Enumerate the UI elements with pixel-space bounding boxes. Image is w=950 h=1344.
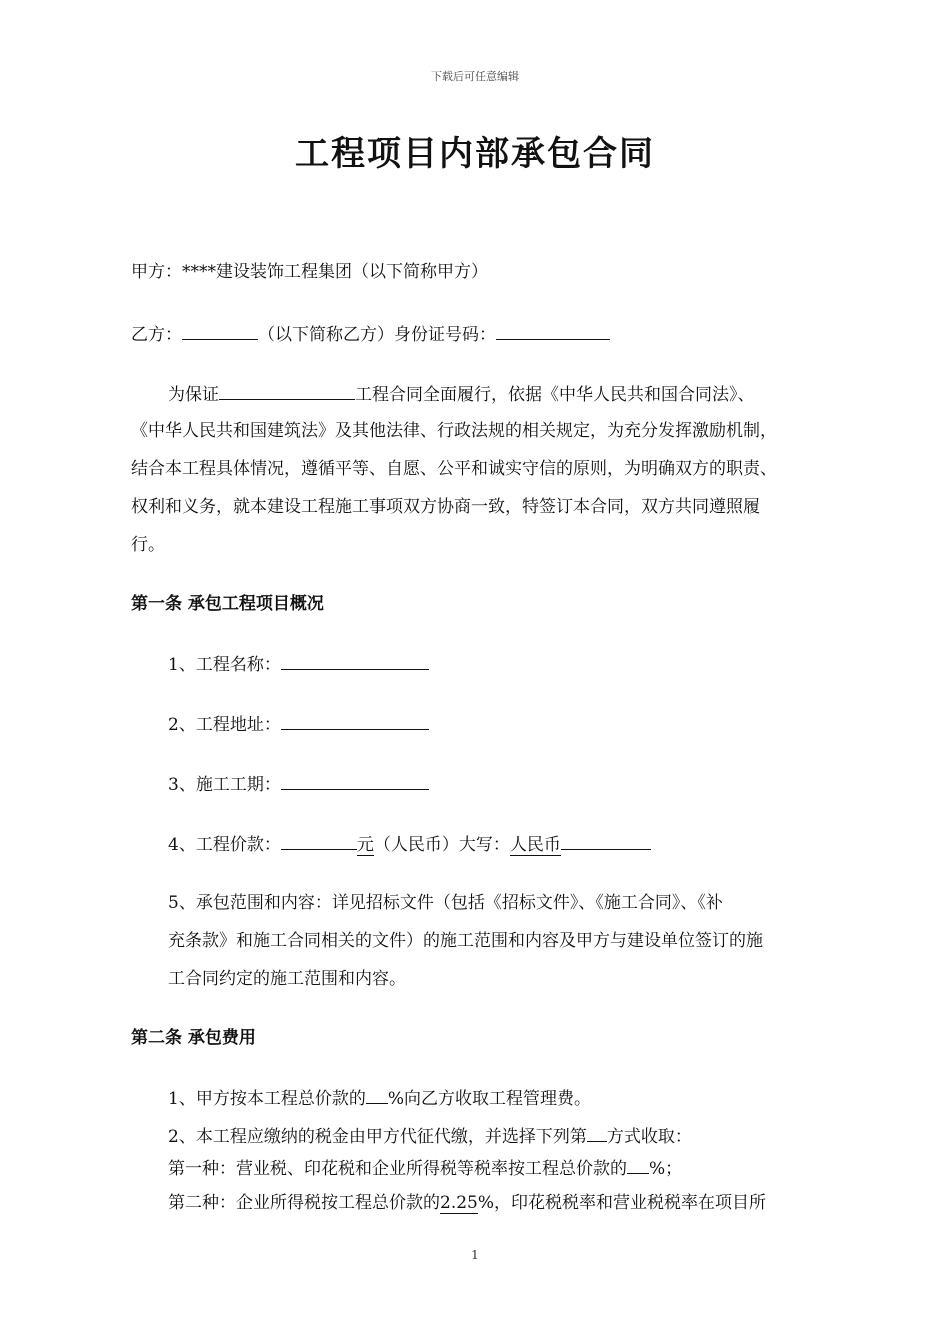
tax-option-1-text-end: %；	[649, 1159, 683, 1179]
management-fee-text-end: %向乙方收取工程管理费。	[387, 1089, 591, 1109]
project-name-field[interactable]	[281, 653, 429, 670]
party-b-name-blank[interactable]	[182, 323, 258, 340]
tax-method-text: 2、本工程应缴纳的税金由甲方代征代缴，并选择下列第	[168, 1127, 587, 1147]
tax-option-1	[168, 1157, 682, 1179]
party-b-line	[131, 323, 610, 345]
construction-period-field[interactable]	[281, 773, 429, 790]
tax-option-1-rate-field[interactable]	[627, 1157, 649, 1174]
project-name-blank[interactable]	[219, 383, 355, 400]
preamble-lead: 为保证	[168, 385, 219, 405]
preamble-line-3: 结合本工程具体情况，遵循平等、自愿、公平和诚实守信的原则，为明确双方的职责、	[131, 459, 777, 479]
preamble-line-1	[168, 383, 755, 405]
construction-period-label: 3、施工工期：	[168, 775, 281, 795]
management-fee-rate-field[interactable]	[366, 1087, 388, 1104]
document-title: 工程项目内部承包合同	[295, 134, 655, 174]
tax-method-choice-field[interactable]	[587, 1125, 607, 1142]
management-fee-text: 1、甲方按本工程总价款的	[168, 1089, 366, 1109]
price-unit: 元	[356, 835, 374, 855]
scope-line-2: 充条款》和施工合同相关的文件）的施工范围和内容及甲方与建设单位签订的施	[168, 931, 763, 951]
party-a-line: 甲方：****建设装饰工程集团（以下简称甲方）	[131, 262, 488, 282]
party-b-mid: （以下简称乙方）身份证号码：	[258, 325, 496, 345]
tax-option-2-text-end: %，印花税税率和营业税税率在项目所	[477, 1193, 767, 1213]
article-2-item-1	[168, 1087, 591, 1109]
scope-line-3: 工合同约定的施工范围和内容。	[168, 969, 406, 989]
article-2-heading: 第二条 承包费用	[131, 1028, 256, 1048]
tax-option-2	[168, 1193, 766, 1213]
article-1-heading: 第一条 承包工程项目概况	[131, 594, 324, 614]
income-tax-rate: 2.25	[440, 1193, 478, 1213]
page-number: 1	[471, 1248, 479, 1262]
preamble-line-5: 行。	[131, 535, 165, 555]
article-1-item-3	[168, 773, 429, 795]
party-b-label: 乙方：	[131, 325, 182, 345]
price-capital-label: （人民币）大写：	[373, 835, 510, 855]
tax-option-1-text: 第一种：营业税、印花税和企业所得税等税率按工程总价款的	[168, 1159, 627, 1179]
project-name-label: 1、工程名称：	[168, 655, 281, 675]
scope-line-1: 5、承包范围和内容：详见招标文件（包括《招标文件》、《施工合同》、《补	[168, 893, 723, 913]
article-1-item-1	[168, 653, 429, 675]
price-capital-field[interactable]	[561, 833, 651, 850]
article-1-item-2	[168, 713, 429, 735]
preamble-line-4: 权利和义务，就本建设工程施工事项双方协商一致，特签订本合同，双方共同遵照履	[131, 497, 760, 517]
rmb-label: 人民币	[509, 835, 561, 855]
article-2-item-2	[168, 1125, 692, 1147]
contract-price-label: 4、工程价款：	[168, 835, 281, 855]
party-b-id-blank[interactable]	[496, 323, 610, 340]
preamble-line-2: 《中华人民共和国建筑法》及其他法律、行政法规的相关规定，为充分发挥激励机制，	[131, 421, 777, 441]
page-header-note: 下载后可任意编辑	[431, 70, 519, 83]
tax-method-text-end: 方式收取：	[606, 1127, 692, 1147]
preamble-line-1-rest: 工程合同全面履行，依据《中华人民共和国合同法》、	[355, 385, 755, 405]
tax-option-2-text: 第二种：企业所得税按工程总价款的	[168, 1193, 440, 1213]
project-address-label: 2、工程地址：	[168, 715, 281, 735]
article-1-item-4	[168, 833, 651, 855]
contract-price-amount-field[interactable]	[281, 833, 357, 850]
project-address-field[interactable]	[281, 713, 429, 730]
